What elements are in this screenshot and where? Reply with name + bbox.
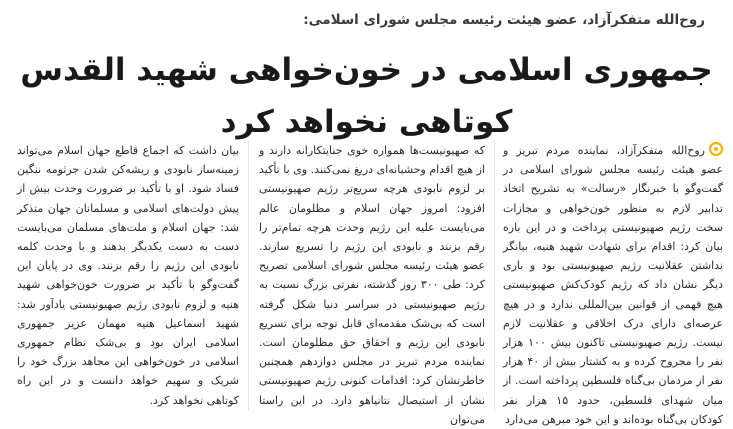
article-column-3 <box>17 141 239 411</box>
article-kicker: روح‌الله متفکرآزاد، عضو هیئت رئیسه مجلس شورای اسلامی: <box>303 12 705 28</box>
article-column-2 <box>259 141 486 426</box>
headline-line-2: کوتاهی نخواهد کرد <box>220 104 513 140</box>
headline-line-1: جمهوری اسلامی در خون‌خواهی شهید القدس <box>20 52 713 88</box>
column-3-text: بیان داشت که اجماع قاطع جهان اسلام می‌تواند زمینه‌ساز نابودی و ریشه‌کن شدن جرثومه ننگین فساد شود. او با تأکید بر ضرورت وحدت بیش از پیش دولت‌های اسلامی و مسلمانان جهان متذکر شد: جهان اسلام و ملت‌های مسلمان می‌بایست دست به دست یکدیگر بدهند و با وحدت کلمه نابودی این رژیم را رقم بزنند. وی در پایان این گفت‌وگو با تأکید بر ضرورت خون‌خواهی شهید هنیه و لزوم نابودی رژیم صهیونیستی یادآور شد: شهید اسماعیل هنیه مهمان عزیز جمهوری اسلامی ایران بود و بی‌شک نظام جمهوری اسلامی در خون‌خواهی این مجاهد بزرگ خود را شریک و سهیم خواهد دانست و در این راه کوتاهی نخواهد کرد. <box>17 144 239 407</box>
column-1-text: روح‌الله متفکرآزاد، نماینده مردم تبریز و عضو هیئت رئیسه مجلس شورای اسلامی در گفت‌وگو با خبرنگار «رسالت» به تشریح اتخاذ تدابیر لازم به منظور خون‌خواهی و مجازات سخت رژیم صهیونیستی پرداخت و در این باره بیان کرد: اقدام برای شهادت شهید هنیه، بیانگر نداشتن عقلانیت رژیم صهیونیستی بود و باری دیگر نشان داد که رژیم کودک‌کش صهیونیستی هیچ فهمی از قوانین بین‌المللی ندارد و در هیچ عرصه‌ای دارای درک اخلاقی و عقلانیت لازم نیست. رژیم صهیونیستی تاکنون بیش ۱۰۰ هزار نفر را مجروح کرده و به کشتار بیش از ۴۰ هزار نفر از مردمان بی‌گناه فلسطین پرداخته است. از میان شهدای فلسطین، حدود ۱۵ هزار نفر کودکان بی‌گناه بوده‌اند و این خود مبرهن می‌دارد <box>503 144 723 426</box>
column-2-text: که صهیونیست‌ها همواره خوی جنایتکارانه دارند و از هیچ اقدام وحشیانه‌ای دریغ نمی‌کنند. وی با تأکید بر لزوم نابودی هرچه سریع‌تر رژیم صهیونیستی افزود: امروز جهان اسلام و مظلومان عالم می‌بایست علیه این رژیم وحدت هرچه تمام‌تر را رقم بزنند و نابودی این رژیم را تسریع سازند. عضو هیئت رئیسه مجلس شورای اسلامی تصریح کرد: طی ۳۰۰ روز گذشته، نفرتی بزرگ نسبت به رژیم صهیونیستی در سراسر دنیا شکل گرفته است که بی‌شک مقدمه‌ای قابل توجه برای تسریع نابودی این رژیم و احقاق حق مظلومان است. نماینده مردم تبریز در مجلس دوازدهم همچنین خاطرنشان کرد: اقدامات کنونی رژیم صهیونیستی نشان از استیصال نتانیاهو دارد. در این راستا می‌توان <box>259 144 486 426</box>
column-divider <box>248 141 249 411</box>
article-column-1 <box>503 141 723 426</box>
circle-dot-icon <box>709 142 723 156</box>
article-headline <box>10 44 723 148</box>
column-divider <box>494 141 495 411</box>
